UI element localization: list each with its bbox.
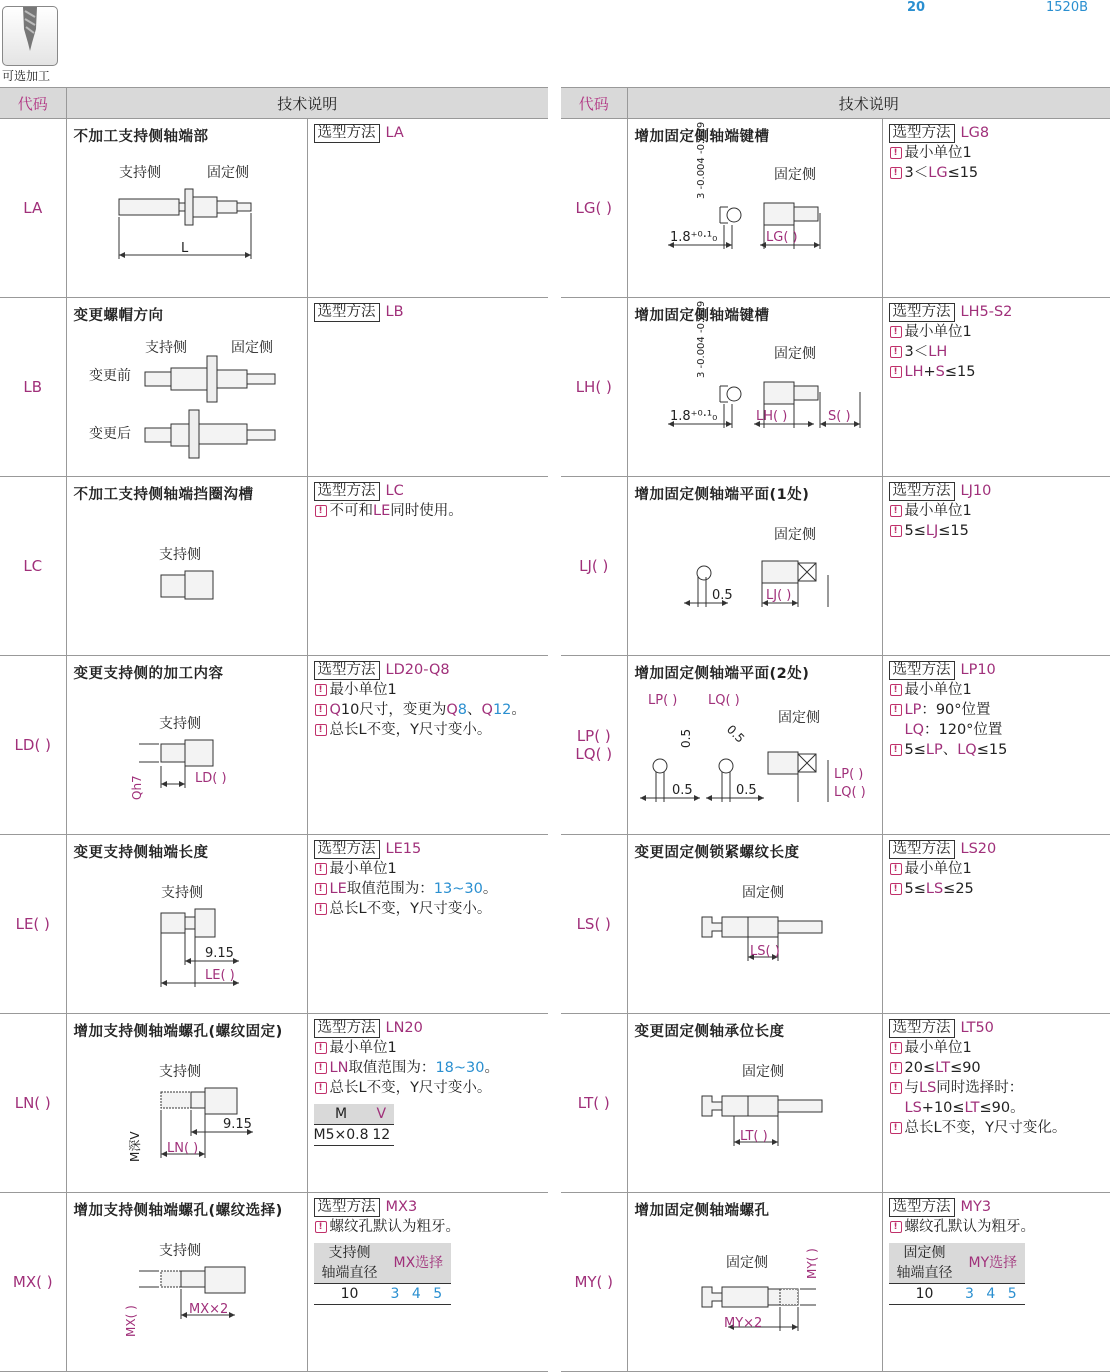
- mini-table-cell: M5×0.8: [314, 1125, 369, 1146]
- row-description: [66, 119, 307, 298]
- select-method-label: 选型方法: [314, 840, 380, 859]
- note-item: ! 5≤LJ≤15: [889, 521, 1110, 541]
- shaft-diagram: [628, 835, 883, 1009]
- mini-table-header: MX选择: [386, 1243, 452, 1284]
- row-title: 增加固定侧轴端键槽: [635, 125, 882, 146]
- note-item: ! 最小单位1: [314, 859, 549, 879]
- select-method: [889, 123, 1110, 143]
- row-description: [627, 477, 882, 656]
- select-method-label: 选型方法: [314, 1198, 380, 1217]
- fixed-side-label: 固定侧: [231, 340, 273, 356]
- shaft-diagram: [67, 1193, 308, 1367]
- desc-header: 技术说明: [627, 88, 1110, 119]
- row-selection: [307, 656, 548, 835]
- select-method: [889, 302, 1110, 322]
- note-item: ! 最小单位1: [314, 1038, 549, 1058]
- row-title: 增加固定侧轴端键槽: [635, 304, 882, 325]
- dim-05-label: 0.5: [736, 783, 757, 798]
- select-method: [314, 839, 549, 859]
- select-code: LP10: [961, 662, 996, 678]
- dim-code-label: LH( ): [756, 409, 787, 424]
- dim2-code-label: LQ( ): [834, 785, 866, 800]
- optional-machining-icon: [2, 6, 58, 66]
- dim-code-label: LG( ): [766, 230, 798, 245]
- mini-table-header: V: [368, 1104, 394, 1125]
- row-description: [627, 298, 882, 477]
- select-method-label: 选型方法: [889, 661, 955, 680]
- mini-table-cell: 10: [889, 1284, 961, 1305]
- spec-row: [561, 1014, 1110, 1193]
- row-code: MY( ): [561, 1193, 627, 1372]
- select-method: [889, 839, 1110, 859]
- shaft-diagram: [628, 298, 883, 472]
- select-method: [889, 1018, 1110, 1038]
- row-title: 变更螺帽方向: [74, 304, 307, 325]
- mini-table-header: 支持侧 轴端直径: [314, 1243, 386, 1284]
- note-item: ! 3＜LH: [889, 342, 1110, 362]
- row-description: [66, 1193, 307, 1372]
- row-code: LT( ): [561, 1014, 627, 1193]
- select-method-label: 选型方法: [314, 124, 380, 143]
- fixed-side-label: 固定侧: [778, 710, 820, 726]
- row-selection: [307, 298, 548, 477]
- row-code: LA: [0, 119, 66, 298]
- select-code: LE15: [386, 841, 422, 857]
- left-spec-table: [0, 87, 548, 1372]
- spec-row: [561, 1193, 1110, 1372]
- row-selection: [882, 656, 1110, 835]
- select-method-label: 选型方法: [314, 1019, 380, 1038]
- page-number: 20: [907, 0, 925, 15]
- row-selection: [882, 477, 1110, 656]
- row-description: [66, 1014, 307, 1193]
- select-code: LC: [386, 483, 404, 499]
- select-method: [314, 123, 549, 143]
- dim-code-label: LD( ): [195, 771, 227, 786]
- row-title: 变更支持侧的加工内容: [74, 662, 307, 683]
- select-code: LB: [386, 304, 404, 320]
- dim-05-label: 0.5: [679, 729, 693, 748]
- shaft-diagram: [628, 477, 883, 651]
- dim-L-label: L: [181, 241, 189, 256]
- note-item: ! LP：90°位置: [889, 700, 1110, 720]
- shaft-diagram: [67, 119, 308, 293]
- row-code: LS( ): [561, 835, 627, 1014]
- support-side-label: 支持侧: [119, 164, 161, 181]
- note-item: ! 不可和LE同时使用。: [314, 501, 549, 521]
- shaft-diagram: [67, 835, 308, 1009]
- optional-machining-label: 可选加工: [2, 67, 50, 84]
- select-code: MX3: [386, 1199, 418, 1215]
- select-method: [314, 660, 549, 680]
- row-description: [66, 298, 307, 477]
- dim-18-label: 1.8⁺⁰·¹₀: [670, 409, 717, 424]
- note-item: ! 最小单位1: [889, 859, 1110, 879]
- select-method-label: 选型方法: [314, 661, 380, 680]
- select-method-label: 选型方法: [314, 303, 380, 322]
- spec-row: [0, 656, 548, 835]
- support-side-label: 支持侧: [161, 884, 203, 901]
- note-item: ! 3＜LG≤15: [889, 163, 1110, 183]
- shaft-diagram: [628, 1193, 883, 1367]
- spec-row: [0, 1193, 548, 1372]
- select-method: [889, 481, 1110, 501]
- note-item: ! 与LS同时选择时：LS+10≤LT≤90。: [889, 1078, 1110, 1118]
- row-description: [627, 835, 882, 1014]
- select-method: [889, 660, 1110, 680]
- select-code: LT50: [961, 1020, 994, 1036]
- dim2-code-label: LQ( ): [708, 693, 740, 708]
- dim-code-label: LJ( ): [766, 588, 791, 603]
- catalog-code: 1520B: [1046, 0, 1088, 15]
- select-method-label: 选型方法: [314, 482, 380, 501]
- select-method: [314, 481, 549, 501]
- note-item: ! 螺纹孔默认为粗牙。: [889, 1217, 1110, 1237]
- m-depth-v-label: M深V: [128, 1131, 142, 1162]
- select-method-label: 选型方法: [889, 303, 955, 322]
- row-selection: [882, 1193, 1110, 1372]
- row-selection: [307, 835, 548, 1014]
- support-side-label: 支持侧: [145, 339, 187, 356]
- mini-table-header: MY选择: [961, 1243, 1026, 1284]
- select-code: LH5-S2: [961, 304, 1013, 320]
- row-selection: [882, 119, 1110, 298]
- row-description: [66, 477, 307, 656]
- row-selection: [307, 119, 548, 298]
- dim-05-label: 0.5: [712, 588, 733, 603]
- dim-05-label: 0.5: [672, 783, 693, 798]
- support-side-label: 支持侧: [159, 715, 201, 732]
- before-label: 变更前: [89, 367, 131, 384]
- select-code: MY3: [961, 1199, 992, 1215]
- spec-row: [0, 477, 548, 656]
- dim-code-label: LP( ): [648, 693, 677, 708]
- fixed-side-label: 固定侧: [742, 1064, 784, 1080]
- mini-table-cell: 3 4 5: [961, 1284, 1026, 1305]
- row-code: LE( ): [0, 835, 66, 1014]
- select-method-label: 选型方法: [889, 124, 955, 143]
- note-item: ! 最小单位1: [889, 322, 1110, 342]
- fixed-side-label: 固定侧: [774, 167, 816, 183]
- fixed-side-label: 固定侧: [726, 1255, 768, 1271]
- dim-05-label: 0.5: [723, 722, 746, 745]
- note-item: LQ：120°位置: [889, 720, 1110, 740]
- row-description: [627, 119, 882, 298]
- mini-table-cell: 3 4 5: [386, 1284, 452, 1305]
- shaft-diagram: [628, 656, 883, 830]
- spec-row: [0, 835, 548, 1014]
- row-description: [627, 656, 882, 835]
- select-code: LA: [386, 125, 404, 141]
- desc-header: 技术说明: [66, 88, 548, 119]
- row-title: 增加支持侧轴端螺孔(螺纹选择): [74, 1199, 307, 1220]
- row-code: LB: [0, 298, 66, 477]
- row-title: 增加固定侧轴端螺孔: [635, 1199, 882, 1220]
- fixed-side-label: 固定侧: [774, 346, 816, 362]
- note-item: ! 5≤LS≤25: [889, 879, 1110, 899]
- fixed-side-label: 固定侧: [742, 885, 784, 901]
- note-item: ! 总长L不变，Y尺寸变化。: [889, 1118, 1110, 1138]
- select-code: LG8: [961, 125, 990, 141]
- support-side-label: 支持侧: [159, 1242, 201, 1259]
- dim-code-label: LP( ): [834, 767, 863, 782]
- note-item: ! 最小单位1: [314, 680, 549, 700]
- mx-dim-label: MX( ): [124, 1305, 138, 1337]
- tol-3-label: 3 -0.004 -0.029: [696, 301, 707, 378]
- dim-18-label: 1.8⁺⁰·¹₀: [670, 230, 717, 245]
- spec-mini-table: [889, 1243, 1026, 1305]
- code-header: 代码: [0, 88, 66, 119]
- mini-table-cell: 12: [368, 1125, 394, 1146]
- right-spec-table: [561, 87, 1110, 1372]
- support-side-label: 支持侧: [159, 1063, 201, 1080]
- dim-915-label: 9.15: [223, 1117, 252, 1132]
- row-title: 变更支持侧轴端长度: [74, 841, 307, 862]
- fixed-side-label: 固定侧: [774, 527, 816, 543]
- after-label: 变更后: [89, 425, 131, 442]
- spec-row: [561, 477, 1110, 656]
- row-title: 变更固定侧轴承位长度: [635, 1020, 882, 1041]
- note-item: ! 总长L不变，Y尺寸变小。: [314, 1078, 549, 1098]
- note-item: ! 最小单位1: [889, 501, 1110, 521]
- row-code: LH( ): [561, 298, 627, 477]
- mx-2-label: MX×2: [189, 1302, 228, 1317]
- note-item: ! LE取值范围为：13~30。: [314, 879, 549, 899]
- row-description: [627, 1193, 882, 1372]
- spec-row: [0, 298, 548, 477]
- note-item: ! 20≤LT≤90: [889, 1058, 1110, 1078]
- mini-table-cell: 10: [314, 1284, 386, 1305]
- spec-mini-table: [314, 1243, 452, 1305]
- note-item: ! 最小单位1: [889, 680, 1110, 700]
- dim-915-label: 9.15: [205, 946, 234, 961]
- row-title: 增加支持侧轴端螺孔(螺纹固定): [74, 1020, 307, 1041]
- note-item: ! 最小单位1: [889, 1038, 1110, 1058]
- spec-row: [561, 119, 1110, 298]
- note-item: ! 5≤LP、LQ≤15: [889, 740, 1110, 760]
- row-code: LG( ): [561, 119, 627, 298]
- select-method-label: 选型方法: [889, 1019, 955, 1038]
- mini-table-header: M: [314, 1104, 369, 1125]
- note-item: ! 总长L不变，Y尺寸变小。: [314, 720, 549, 740]
- shaft-diagram: [67, 656, 308, 830]
- note-item: ! LH+S≤15: [889, 362, 1110, 382]
- row-selection: [307, 1193, 548, 1372]
- select-method: [314, 302, 549, 322]
- row-code: LD( ): [0, 656, 66, 835]
- row-selection: [307, 1014, 548, 1193]
- row-code: LP( ) LQ( ): [561, 656, 627, 835]
- row-code: LC: [0, 477, 66, 656]
- select-method-label: 选型方法: [889, 840, 955, 859]
- row-code: LN( ): [0, 1014, 66, 1193]
- spec-row: [0, 1014, 548, 1193]
- row-title: 不加工支持侧轴端部: [74, 125, 307, 146]
- row-title: 增加固定侧轴端平面(2处): [635, 662, 882, 683]
- select-method-label: 选型方法: [889, 482, 955, 501]
- row-description: [627, 1014, 882, 1193]
- spec-row: [561, 656, 1110, 835]
- select-code: LD20-Q8: [386, 662, 450, 678]
- note-item: ! Q10尺寸，变更为Q8、Q12。: [314, 700, 549, 720]
- row-code: LJ( ): [561, 477, 627, 656]
- note-item: ! 最小单位1: [889, 143, 1110, 163]
- support-side-label: 支持侧: [159, 546, 201, 563]
- qh7-label: Qh7: [130, 775, 144, 800]
- tol-3-label: 3 -0.004 -0.029: [696, 122, 707, 199]
- row-selection: [882, 298, 1110, 477]
- dim-code-label: LN( ): [167, 1141, 198, 1156]
- spec-mini-table: [314, 1104, 395, 1146]
- shaft-diagram: [628, 1014, 883, 1188]
- shaft-diagram: [628, 119, 883, 293]
- select-method: [889, 1197, 1110, 1217]
- row-description: [66, 656, 307, 835]
- code-header: 代码: [561, 88, 627, 119]
- fixed-side-label: 固定侧: [207, 165, 249, 181]
- row-code: MX( ): [0, 1193, 66, 1372]
- my-dim-label: MY( ): [805, 1248, 819, 1279]
- dim-code-label: LE( ): [205, 968, 235, 983]
- shaft-diagram: [67, 298, 308, 472]
- select-method: [314, 1197, 549, 1217]
- note-item: ! LN取值范围为：18~30。: [314, 1058, 549, 1078]
- dim2-code-label: S( ): [828, 409, 851, 424]
- shaft-diagram: [67, 1014, 308, 1188]
- select-code: LN20: [386, 1020, 423, 1036]
- select-code: LS20: [961, 841, 997, 857]
- spec-row: [0, 119, 548, 298]
- row-selection: [882, 1014, 1110, 1193]
- select-method: [314, 1018, 549, 1038]
- dim-code-label: LS( ): [750, 944, 780, 959]
- note-item: ! 螺纹孔默认为粗牙。: [314, 1217, 549, 1237]
- my-2-label: MY×2: [724, 1316, 762, 1331]
- note-item: ! 总长L不变，Y尺寸变小。: [314, 899, 549, 919]
- spec-row: [561, 298, 1110, 477]
- row-description: [66, 835, 307, 1014]
- row-title: 增加固定侧轴端平面(1处): [635, 483, 882, 504]
- select-code: LJ10: [961, 483, 992, 499]
- mini-table-header: 固定侧 轴端直径: [889, 1243, 961, 1284]
- row-title: 变更固定侧锁紧螺纹长度: [635, 841, 882, 862]
- row-title: 不加工支持侧轴端挡圈沟槽: [74, 483, 307, 504]
- shaft-diagram: [67, 477, 308, 651]
- select-method-label: 选型方法: [889, 1198, 955, 1217]
- spec-row: [561, 835, 1110, 1014]
- dim-code-label: LT( ): [740, 1129, 768, 1144]
- row-selection: [882, 835, 1110, 1014]
- row-selection: [307, 477, 548, 656]
